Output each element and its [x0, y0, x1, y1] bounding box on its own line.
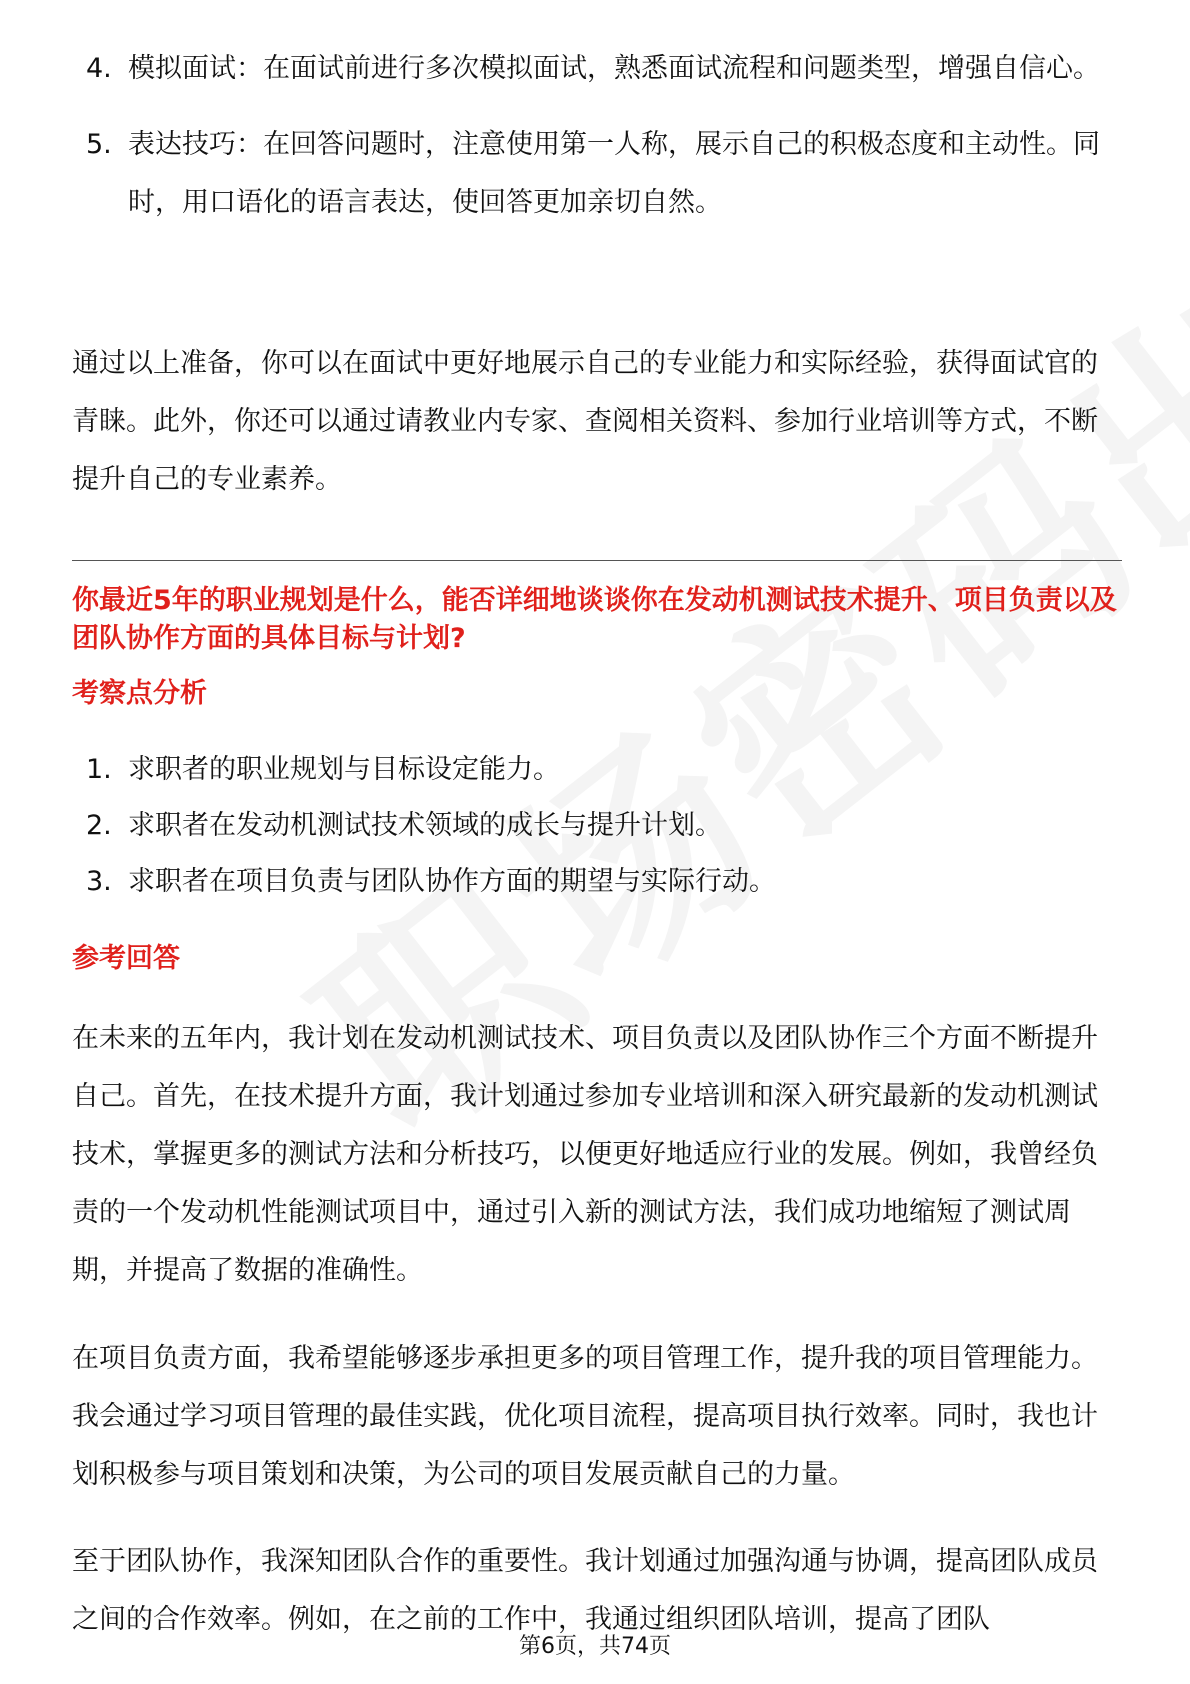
list-item-number: 3. — [86, 866, 112, 897]
list-item-text: 模拟面试：在面试前进行多次模拟面试，熟悉面试流程和问题类型，增强自信心。 — [128, 53, 1100, 84]
page-footer: 第6页，共74页 — [519, 1634, 671, 1659]
list-item — [72, 742, 1122, 798]
answer-paragraph: 至于团队协作，我深知团队合作的重要性。我计划通过加强沟通与协调，提高团队成员之间的合作效率。例如，在之前的工作中，我通过组织团队培训，提高了团队 — [72, 1546, 1098, 1635]
list-item-text: 求职者在项目负责与团队协作方面的期望与实际行动。 — [128, 866, 776, 897]
list-item-text: 求职者的职业规划与目标设定能力。 — [128, 754, 560, 785]
list-item-number: 5. — [86, 129, 112, 160]
list-item-text: 表达技巧：在回答问题时，注意使用第一人称，展示自己的积极态度和主动性。同时，用口语化的语言表达，使回答更加亲切自然。 — [128, 129, 1100, 218]
list-item-number: 4. — [86, 53, 112, 84]
list-item-number: 2. — [86, 810, 112, 841]
list-item-text: 求职者在发动机测试技术领域的成长与提升计划。 — [128, 810, 722, 841]
answer-heading: 参考回答 — [72, 943, 180, 974]
list-item — [72, 116, 1122, 232]
analysis-heading: 考察点分析 — [72, 678, 207, 709]
analysis-list — [72, 742, 1122, 910]
summary-paragraph: 通过以上准备，你可以在面试中更好地展示自己的专业能力和实际经验，获得面试官的青睐。此外，你还可以通过请教业内专家、查阅相关资料、参加行业培训等方式，不断提升自己的专业素养。 — [72, 348, 1098, 495]
preparation-list — [72, 40, 1122, 232]
answer-paragraph: 在项目负责方面，我希望能够逐步承担更多的项目管理工作，提升我的项目管理能力。我会通过学习项目管理的最佳实践，优化项目流程，提高项目执行效率。同时，我也计划积极参与项目策划和决策，为公司的项目发展贡献自己的力量。 — [72, 1343, 1098, 1490]
question-title: 你最近5年的职业规划是什么，能否详细地谈谈你在发动机测试技术提升、项目负责以及团队协作方面的具体目标与计划? — [72, 585, 1117, 654]
list-item — [72, 40, 1122, 98]
list-item-number: 1. — [86, 754, 112, 785]
section-divider — [72, 560, 1122, 561]
answer-paragraph: 在未来的五年内，我计划在发动机测试技术、项目负责以及团队协作三个方面不断提升自己。首先，在技术提升方面，我计划通过参加专业培训和深入研究最新的发动机测试技术，掌握更多的测试方法和分析技巧，以便更好地适应行业的发展。例如，我曾经负责的一个发动机性能测试项目中，通过引入新的测试方法，我们成功地缩短了测试周期，并提高了数据的准确性。 — [72, 1023, 1098, 1286]
list-item — [72, 854, 1122, 910]
list-item — [72, 798, 1122, 854]
